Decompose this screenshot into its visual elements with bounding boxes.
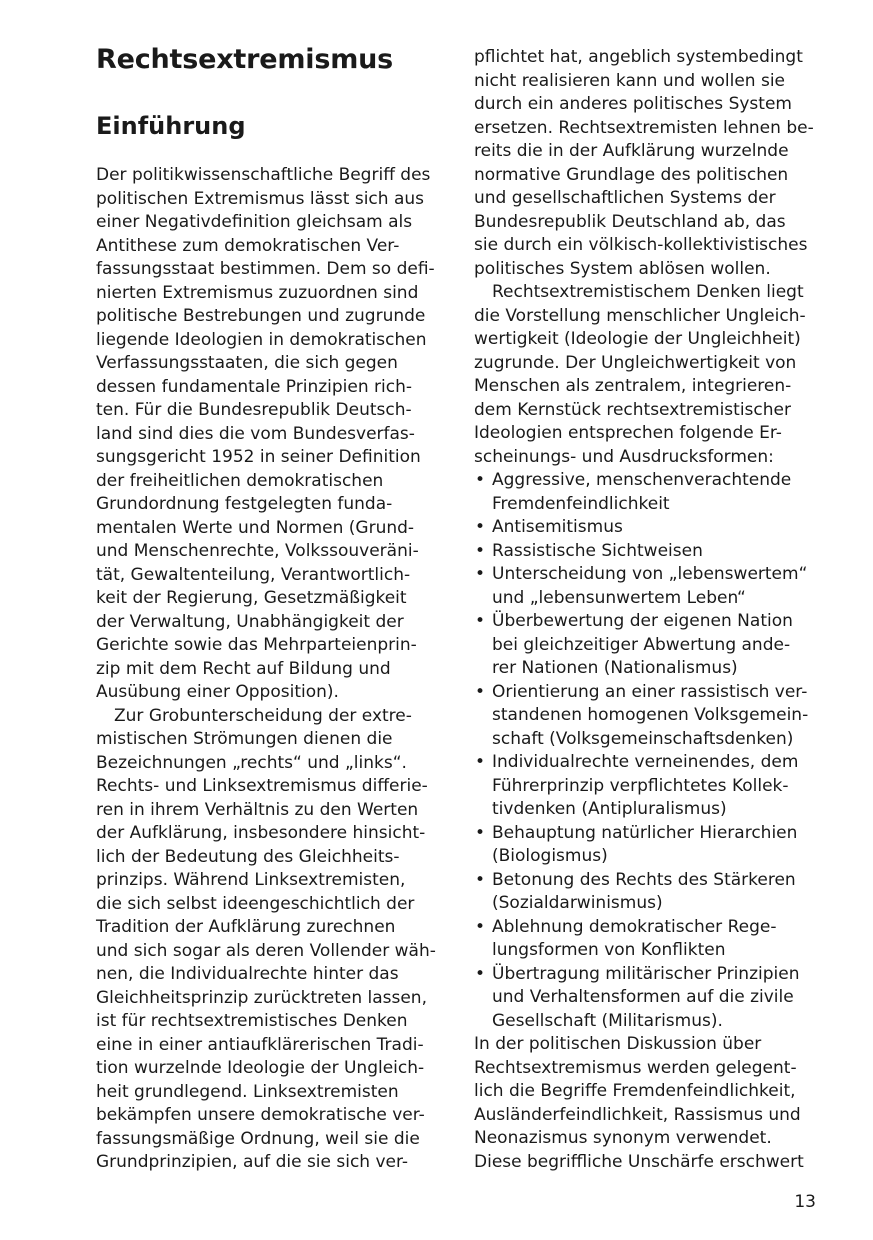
left-text-line: der freiheitlichen demokratischen xyxy=(96,470,384,491)
right-text-line: Führerprinzip verpflichtetes Kollek- xyxy=(492,775,789,796)
right-text-line: pflichtet hat, angeblich systembedingt xyxy=(474,47,803,67)
bullet-icon: • xyxy=(475,517,486,537)
bullet-icon: • xyxy=(475,681,486,702)
left-text-line: liegende Ideologien in demokratischen xyxy=(96,329,427,350)
right-text-line: Gesellschaft (Militarismus). xyxy=(492,1010,723,1031)
left-text-line: Tradition der Aufklärung zurechnen xyxy=(96,917,396,937)
left-text-line: bekämpfen unsere demokratische ver- xyxy=(96,1105,425,1125)
left-text-line: Bezeichnungen „rechts“ und „links“. xyxy=(96,752,407,773)
right-text-line: Antisemitismus xyxy=(492,517,623,537)
left-text-line: zip mit dem Recht auf Bildung und xyxy=(96,658,391,679)
left-text-line: und sich sogar als deren Vollender wäh- xyxy=(96,940,436,961)
left-text-line: ren in ihrem Verhältnis zu den Werten xyxy=(96,799,419,820)
left-text-line: tion wurzelnde Ideologie der Ungleich- xyxy=(96,1058,425,1078)
bullet-icon: • xyxy=(475,564,486,584)
right-text-line: sie durch ein völkisch-kollektivistisches xyxy=(474,235,808,255)
bullet-icon: • xyxy=(475,822,486,843)
left-text-line: der Verwaltung, Unabhängigkeit der xyxy=(96,611,404,632)
right-text-line: lungsformen von Konflikten xyxy=(492,940,726,960)
right-text-line: tivdenken (Antipluralismus) xyxy=(492,799,727,819)
bullet-icon: • xyxy=(475,963,486,984)
left-text-line: fassungsmäßige Ordnung, weil sie die xyxy=(96,1128,420,1149)
right-text-line: zugrunde. Der Ungleichwertigkeit von xyxy=(474,352,797,373)
right-text-line: Orientierung an einer rassistisch ver- xyxy=(492,681,808,702)
right-text-line: und gesellschaftlichen Systems der xyxy=(474,188,776,208)
left-text-line: die sich selbst ideengeschichtlich der xyxy=(96,893,415,914)
left-text-line: politische Bestrebungen und zugrunde xyxy=(96,306,426,326)
right-text-line: wertigkeit (Ideologie der Ungleichheit) xyxy=(474,329,801,349)
left-text-line: sungsgericht 1952 in seiner Definition xyxy=(96,447,421,467)
left-text-line: Antithese zum demokratischen Ver- xyxy=(96,235,400,256)
right-text-line: reits die in der Aufklärung wurzelnde xyxy=(474,141,789,161)
right-text-line: Individualrechte verneinendes, dem xyxy=(492,752,799,772)
left-text-line: der Aufklärung, insbesondere hinsicht- xyxy=(96,823,426,843)
right-text-line: durch ein anderes politisches System xyxy=(474,94,792,114)
right-text-line: Übertragung militärischer Prinzipien xyxy=(492,963,800,984)
right-text-line: Neonazismus synonym verwendet. xyxy=(474,1128,772,1148)
left-text-line: keit der Regierung, Gesetzmäßigkeit xyxy=(96,588,407,608)
bullet-icon: • xyxy=(475,540,486,561)
bullet-icon: • xyxy=(475,916,486,937)
right-text-line: politisches System ablösen wollen. xyxy=(474,258,771,279)
left-text-line: einer Negativdefinition gleichsam als xyxy=(96,212,413,232)
right-text-line: Unterscheidung von „lebenswertem“ xyxy=(492,564,808,584)
bullet-icon: • xyxy=(475,869,486,890)
left-text-line: Gleichheitsprinzip zurücktreten lassen, xyxy=(96,987,427,1008)
right-text-line: Überbewertung der eigenen Nation xyxy=(492,611,793,631)
left-text-line: prinzips. Während Linksextremisten, xyxy=(96,870,406,890)
left-text-line: Grundprinzipien, auf die sie sich ver- xyxy=(96,1152,409,1172)
left-text-line: Verfassungsstaaten, die sich gegen xyxy=(96,353,398,373)
bullet-icon: • xyxy=(475,470,486,490)
right-text-line: Ideologien entsprechen folgende Er- xyxy=(474,423,782,443)
right-text-line: Menschen als zentralem, integrieren- xyxy=(474,376,792,396)
right-text-line: (Sozialdarwinismus) xyxy=(492,893,663,913)
right-text-line: ersetzen. Rechtsextremisten lehnen be- xyxy=(474,117,814,138)
left-text-line: nierten Extremismus zuzuordnen sind xyxy=(96,282,419,303)
right-text-line: (Biologismus) xyxy=(492,846,608,866)
left-text-line: Ausübung einer Opposition). xyxy=(96,682,339,702)
left-text-line: Gerichte sowie das Mehrparteienprin- xyxy=(96,635,417,655)
left-text-line: lich der Bedeutung des Gleichheits- xyxy=(96,846,400,867)
left-text-line: und Menschenrechte, Volkssouveräni- xyxy=(96,541,419,561)
left-text-line: tät, Gewaltenteilung, Verantwortlich- xyxy=(96,564,411,585)
bullet-icon: • xyxy=(475,752,486,772)
bullet-icon: • xyxy=(475,611,486,631)
right-text-line: Rassistische Sichtweisen xyxy=(492,540,703,561)
left-text-line: nen, die Individualrechte hinter das xyxy=(96,964,399,984)
right-text-line: Aggressive, menschenverachtende xyxy=(492,470,792,490)
left-text-line: Der politikwissenschaftliche Begriff des xyxy=(96,165,431,185)
page-number: 13 xyxy=(794,1192,816,1212)
left-text-line: heit grundlegend. Linksextremisten xyxy=(96,1081,399,1102)
page-title: Rechtsextremismus xyxy=(96,44,394,75)
right-text-line: Behauptung natürlicher Hierarchien xyxy=(492,822,798,843)
right-text-line: dem Kernstück rechtsextremistischer xyxy=(474,399,791,420)
left-text-line: Zur Grobunterscheidung der extre- xyxy=(114,705,412,726)
right-text-line: lich die Begriffe Fremdenfeindlichkeit, xyxy=(474,1081,796,1101)
section-heading: Einführung xyxy=(96,112,246,140)
right-text-line: standenen homogenen Volksgemein- xyxy=(492,705,809,725)
right-text-line: die Vorstellung menschlicher Ungleich- xyxy=(474,305,806,326)
left-text-line: land sind dies die vom Bundesverfas- xyxy=(96,423,415,444)
right-text-line: In der politischen Diskussion über xyxy=(474,1034,762,1054)
left-text-line: politischen Extremismus lässt sich aus xyxy=(96,188,424,209)
right-text-line: bei gleichzeitiger Abwertung ande- xyxy=(492,634,791,655)
right-text-line: normative Grundlage des politischen xyxy=(474,164,789,185)
right-text-line: Rechtsextremismus werden gelegent- xyxy=(474,1057,797,1078)
right-text-line: Bundesrepublik Deutschland ab, das xyxy=(474,211,786,232)
left-text-line: Grundordnung festgelegten funda- xyxy=(96,494,393,514)
right-text-line: nicht realisieren kann und wollen sie xyxy=(474,70,786,91)
right-text-line: Ausländerfeindlichkeit, Rassismus und xyxy=(474,1104,801,1125)
left-text-line: fassungsstaat bestimmen. Dem so defi- xyxy=(96,259,435,279)
right-text-line: Fremdenfeindlichkeit xyxy=(492,493,670,514)
right-text-line: und „lebensunwertem Leben“ xyxy=(492,587,746,608)
left-text-line: dessen fundamentale Prinzipien rich- xyxy=(96,376,413,397)
right-text-line: rer Nationen (Nationalismus) xyxy=(492,658,738,678)
right-text-line: Rechtsextremistischem Denken liegt xyxy=(492,282,804,302)
right-text-line: schaft (Volksgemeinschaftsdenken) xyxy=(492,728,794,749)
left-text-line: Rechts- und Linksextremismus differie- xyxy=(96,776,428,796)
left-text-line: mistischen Strömungen dienen die xyxy=(96,729,393,749)
right-text-line: scheinungs- und Ausdrucksformen: xyxy=(474,446,774,467)
right-text-line: Betonung des Rechts des Stärkeren xyxy=(492,869,796,890)
right-text-line: Diese begriffliche Unschärfe erschwert xyxy=(474,1151,804,1172)
left-text-line: mentalen Werte und Normen (Grund- xyxy=(96,517,415,538)
right-text-line: Ablehnung demokratischer Rege- xyxy=(492,916,777,937)
left-text-line: ist für rechtsextremistisches Denken xyxy=(96,1011,408,1031)
right-text-line: und Verhaltensformen auf die zivile xyxy=(492,987,794,1007)
left-text-line: ten. Für die Bundesrepublik Deutsch- xyxy=(96,400,412,420)
left-text-line: eine in einer antiaufklärerischen Tradi- xyxy=(96,1034,424,1055)
